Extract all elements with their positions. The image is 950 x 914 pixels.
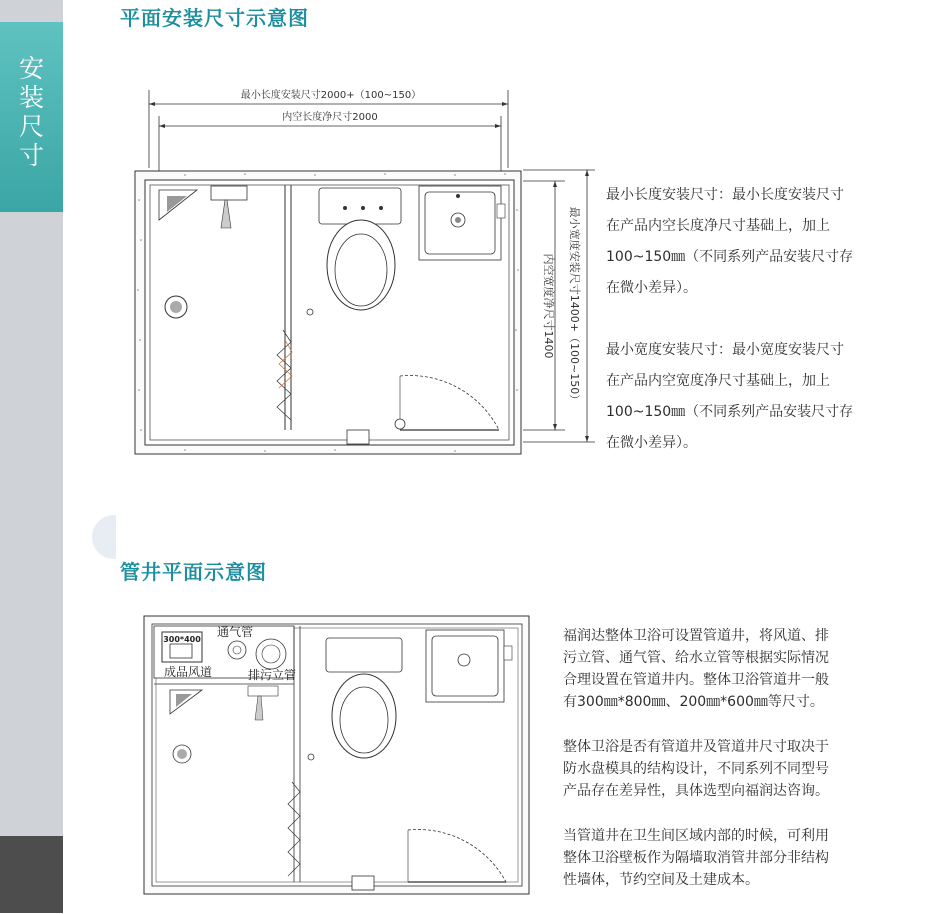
plan-install-diagram <box>125 80 595 465</box>
sidebar-bottom-block <box>0 836 63 913</box>
sidebar <box>0 0 63 913</box>
drain-pipe-label: 排污立管 <box>248 668 297 682</box>
sidebar-tab-install-size[interactable] <box>0 22 63 212</box>
section-title-plan: 平面安装尺寸示意图 <box>120 6 309 30</box>
section2-description: 福润达整体卫浴可设置管道井，将风道、排 污立管、通气管、给水立管等根据实际情况 合理设置在管道井内。整体卫浴管道井一般 有300㎜*800㎜、200㎜*600㎜等尺寸。 整体卫浴是否有管道井及管道井尺寸取决于 防水盘模具的结构设计，不同系列不同型号 产品存在差异性，具体选型向福润达咨询。 当管道井在卫生间区域内部的时候，可利用 整体卫浴壁板作为隔墙取消管井部分非结构 性墙体，节约空间及土建成本。 <box>563 628 829 888</box>
shaft-size-label: 300*400 <box>163 635 201 644</box>
dim-outer-length: 最小长度安装尺寸2000+（100~150） <box>240 90 422 101</box>
vent-pipe-label: 通气管 <box>217 625 254 639</box>
air-duct-label: 成品风道 <box>164 665 213 679</box>
section1-description: 最小长度安装尺寸：最小长度安装尺寸 在产品内空长度净尺寸基础上，加上 100~150㎜（不同系列产品安装尺寸存 在微小差异）。 最小宽度安装尺寸：最小宽度安装尺寸 在产品内空宽度净尺寸基础上，加上 100~150㎜（不同系列产品安装尺寸存 在微小差异）。 <box>606 187 854 451</box>
sidebar-tab-label: 安 装 尺 寸 <box>18 54 44 170</box>
dim-inner-width: 内空宽度净尺寸1400 <box>542 253 555 359</box>
section-title-shaft: 管井平面示意图 <box>120 560 267 584</box>
decorative-arc <box>92 515 116 559</box>
shaft-plan-diagram <box>140 612 535 897</box>
dim-inner-length: 内空长度净尺寸2000 <box>282 112 378 123</box>
dim-outer-width: 最小宽度安装尺寸1400+（100~150） <box>568 206 581 406</box>
